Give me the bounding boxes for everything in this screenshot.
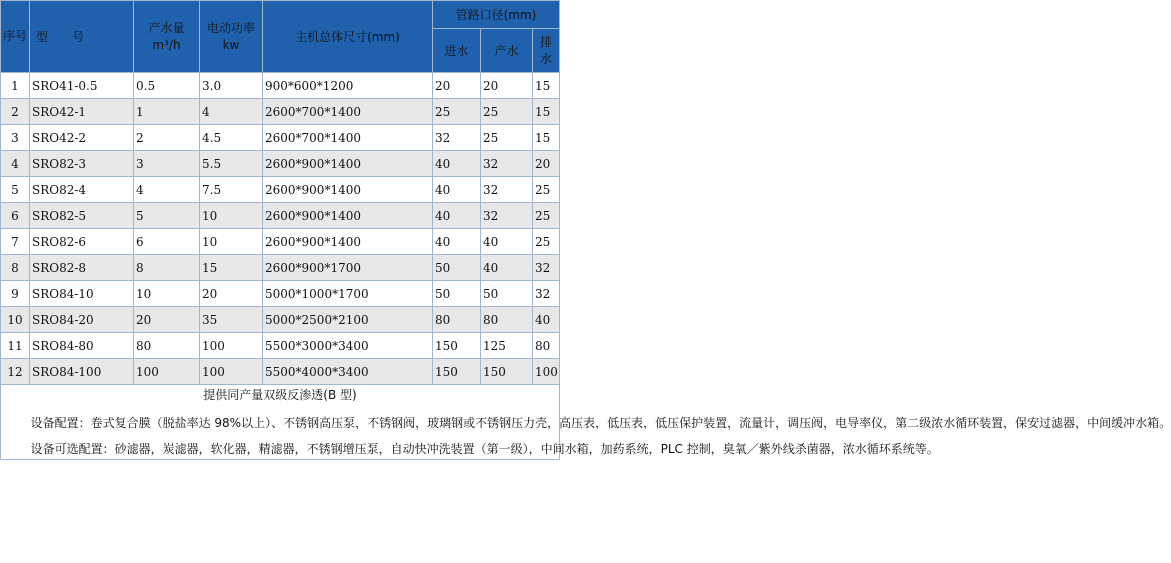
header-product: 产水 [481, 29, 533, 73]
cell-power: 4 [200, 99, 263, 125]
cell-capacity: 0.5 [134, 73, 200, 99]
cell-product: 80 [481, 307, 533, 333]
cell-seq: 9 [1, 281, 30, 307]
cell-power: 4.5 [200, 125, 263, 151]
table-row [1, 255, 560, 281]
cell-inlet: 50 [433, 281, 481, 307]
cell-power: 35 [200, 307, 263, 333]
cell-seq: 2 [1, 99, 30, 125]
header-inlet: 进水 [433, 29, 481, 73]
table-row [1, 151, 560, 177]
cell-power: 15 [200, 255, 263, 281]
cell-size: 5000*1000*1700 [263, 281, 433, 307]
cell-capacity: 80 [134, 333, 200, 359]
cell-inlet: 150 [433, 359, 481, 385]
note-title: 提供同产量双级反渗透(B 型) [203, 388, 357, 402]
cell-size: 2600*900*1400 [263, 203, 433, 229]
table-row [1, 99, 560, 125]
header-capacity-label: 产水量 [148, 20, 185, 35]
cell-power: 100 [200, 359, 263, 385]
cell-capacity: 3 [134, 151, 200, 177]
cell-drain: 32 [533, 281, 560, 307]
header-power: 电动功率kw [200, 1, 263, 73]
cell-drain: 20 [533, 151, 560, 177]
table-row [1, 359, 560, 385]
cell-seq: 7 [1, 229, 30, 255]
cell-capacity: 100 [134, 359, 200, 385]
cell-capacity: 2 [134, 125, 200, 151]
cell-inlet: 80 [433, 307, 481, 333]
cell-inlet: 150 [433, 333, 481, 359]
cell-power: 10 [200, 203, 263, 229]
cell-product: 32 [481, 151, 533, 177]
cell-drain: 15 [533, 73, 560, 99]
table-row [1, 333, 560, 359]
header-capacity-unit: m³/h [152, 37, 181, 52]
cell-product: 25 [481, 99, 533, 125]
cell-size: 2600*700*1400 [263, 99, 433, 125]
cell-model: SRO82-4 [30, 177, 134, 203]
cell-model: SRO41-0.5 [30, 73, 134, 99]
note-optional: 设备可选配置：砂滤器，炭滤器，软化器，精滤器，不锈钢增压泵，自动快冲洗装置（第一级），中间水箱，加药系统，PLC 控制，臭氧／紫外线杀菌器，浓水循环系统等。 [30, 442, 939, 456]
cell-inlet: 50 [433, 255, 481, 281]
cell-size: 2600*700*1400 [263, 125, 433, 151]
cell-inlet: 40 [433, 151, 481, 177]
cell-drain: 15 [533, 99, 560, 125]
cell-drain: 80 [533, 333, 560, 359]
cell-product: 25 [481, 125, 533, 151]
cell-power: 5.5 [200, 151, 263, 177]
table-row [1, 307, 560, 333]
cell-product: 150 [481, 359, 533, 385]
note-config: 设备配置：卷式复合膜（脱盐率达 98%以上）、不锈钢高压泵，不锈钢阀，玻璃钢或不锈钢压力壳，高压表，低压表，低压保护装置，流量计，调压阀，电导率仪，第二级浓水循环装置，保安过滤器，中间缓冲水箱。 [30, 416, 1171, 430]
cell-size: 900*600*1200 [263, 73, 433, 99]
cell-inlet: 25 [433, 99, 481, 125]
cell-model: SRO82-3 [30, 151, 134, 177]
cell-inlet: 40 [433, 229, 481, 255]
cell-drain: 32 [533, 255, 560, 281]
cell-product: 125 [481, 333, 533, 359]
header-pipe-group: 管路口径(mm) [433, 1, 560, 29]
cell-model: SRO84-20 [30, 307, 134, 333]
cell-seq: 10 [1, 307, 30, 333]
cell-inlet: 20 [433, 73, 481, 99]
cell-product: 20 [481, 73, 533, 99]
cell-drain: 100 [533, 359, 560, 385]
cell-power: 20 [200, 281, 263, 307]
cell-capacity: 10 [134, 281, 200, 307]
cell-seq: 4 [1, 151, 30, 177]
note-cell [1, 385, 1171, 460]
cell-product: 40 [481, 229, 533, 255]
cell-capacity: 1 [134, 99, 200, 125]
cell-seq: 11 [1, 333, 30, 359]
header-size: 主机总体尺寸(mm) [263, 1, 433, 73]
cell-size: 5500*3000*3400 [263, 333, 433, 359]
cell-model: SRO82-8 [30, 255, 134, 281]
table-row [1, 73, 560, 99]
cell-power: 100 [200, 333, 263, 359]
cell-capacity: 5 [134, 203, 200, 229]
cell-seq: 6 [1, 203, 30, 229]
cell-seq: 1 [1, 73, 30, 99]
cell-product: 40 [481, 255, 533, 281]
header-model: 型 号 [30, 1, 134, 73]
header-capacity [134, 1, 200, 73]
header-seq: 序号 [1, 1, 30, 73]
cell-drain: 40 [533, 307, 560, 333]
cell-capacity: 20 [134, 307, 200, 333]
cell-capacity: 6 [134, 229, 200, 255]
cell-drain: 25 [533, 177, 560, 203]
cell-capacity: 4 [134, 177, 200, 203]
cell-inlet: 32 [433, 125, 481, 151]
table-row [1, 203, 560, 229]
cell-model: SRO82-5 [30, 203, 134, 229]
cell-size: 5000*2500*2100 [263, 307, 433, 333]
table-row [1, 281, 560, 307]
cell-model: SRO84-10 [30, 281, 134, 307]
cell-size: 2600*900*1700 [263, 255, 433, 281]
cell-inlet: 40 [433, 203, 481, 229]
cell-model: SRO82-6 [30, 229, 134, 255]
cell-inlet: 40 [433, 177, 481, 203]
cell-power: 7.5 [200, 177, 263, 203]
cell-seq: 8 [1, 255, 30, 281]
cell-power: 3.0 [200, 73, 263, 99]
table-row [1, 229, 560, 255]
cell-model: SRO84-80 [30, 333, 134, 359]
cell-size: 2600*900*1400 [263, 151, 433, 177]
cell-seq: 3 [1, 125, 30, 151]
cell-power: 10 [200, 229, 263, 255]
cell-model: SRO84-100 [30, 359, 134, 385]
header-drain: 排水 [533, 29, 560, 73]
cell-size: 2600*900*1400 [263, 177, 433, 203]
cell-product: 32 [481, 177, 533, 203]
table-row [1, 125, 560, 151]
cell-drain: 25 [533, 229, 560, 255]
cell-seq: 5 [1, 177, 30, 203]
cell-product: 50 [481, 281, 533, 307]
cell-product: 32 [481, 203, 533, 229]
cell-drain: 25 [533, 203, 560, 229]
cell-model: SRO42-2 [30, 125, 134, 151]
cell-size: 2600*900*1400 [263, 229, 433, 255]
cell-size: 5500*4000*3400 [263, 359, 433, 385]
cell-capacity: 8 [134, 255, 200, 281]
cell-model: SRO42-1 [30, 99, 134, 125]
cell-drain: 15 [533, 125, 560, 151]
table-row [1, 177, 560, 203]
cell-seq: 12 [1, 359, 30, 385]
